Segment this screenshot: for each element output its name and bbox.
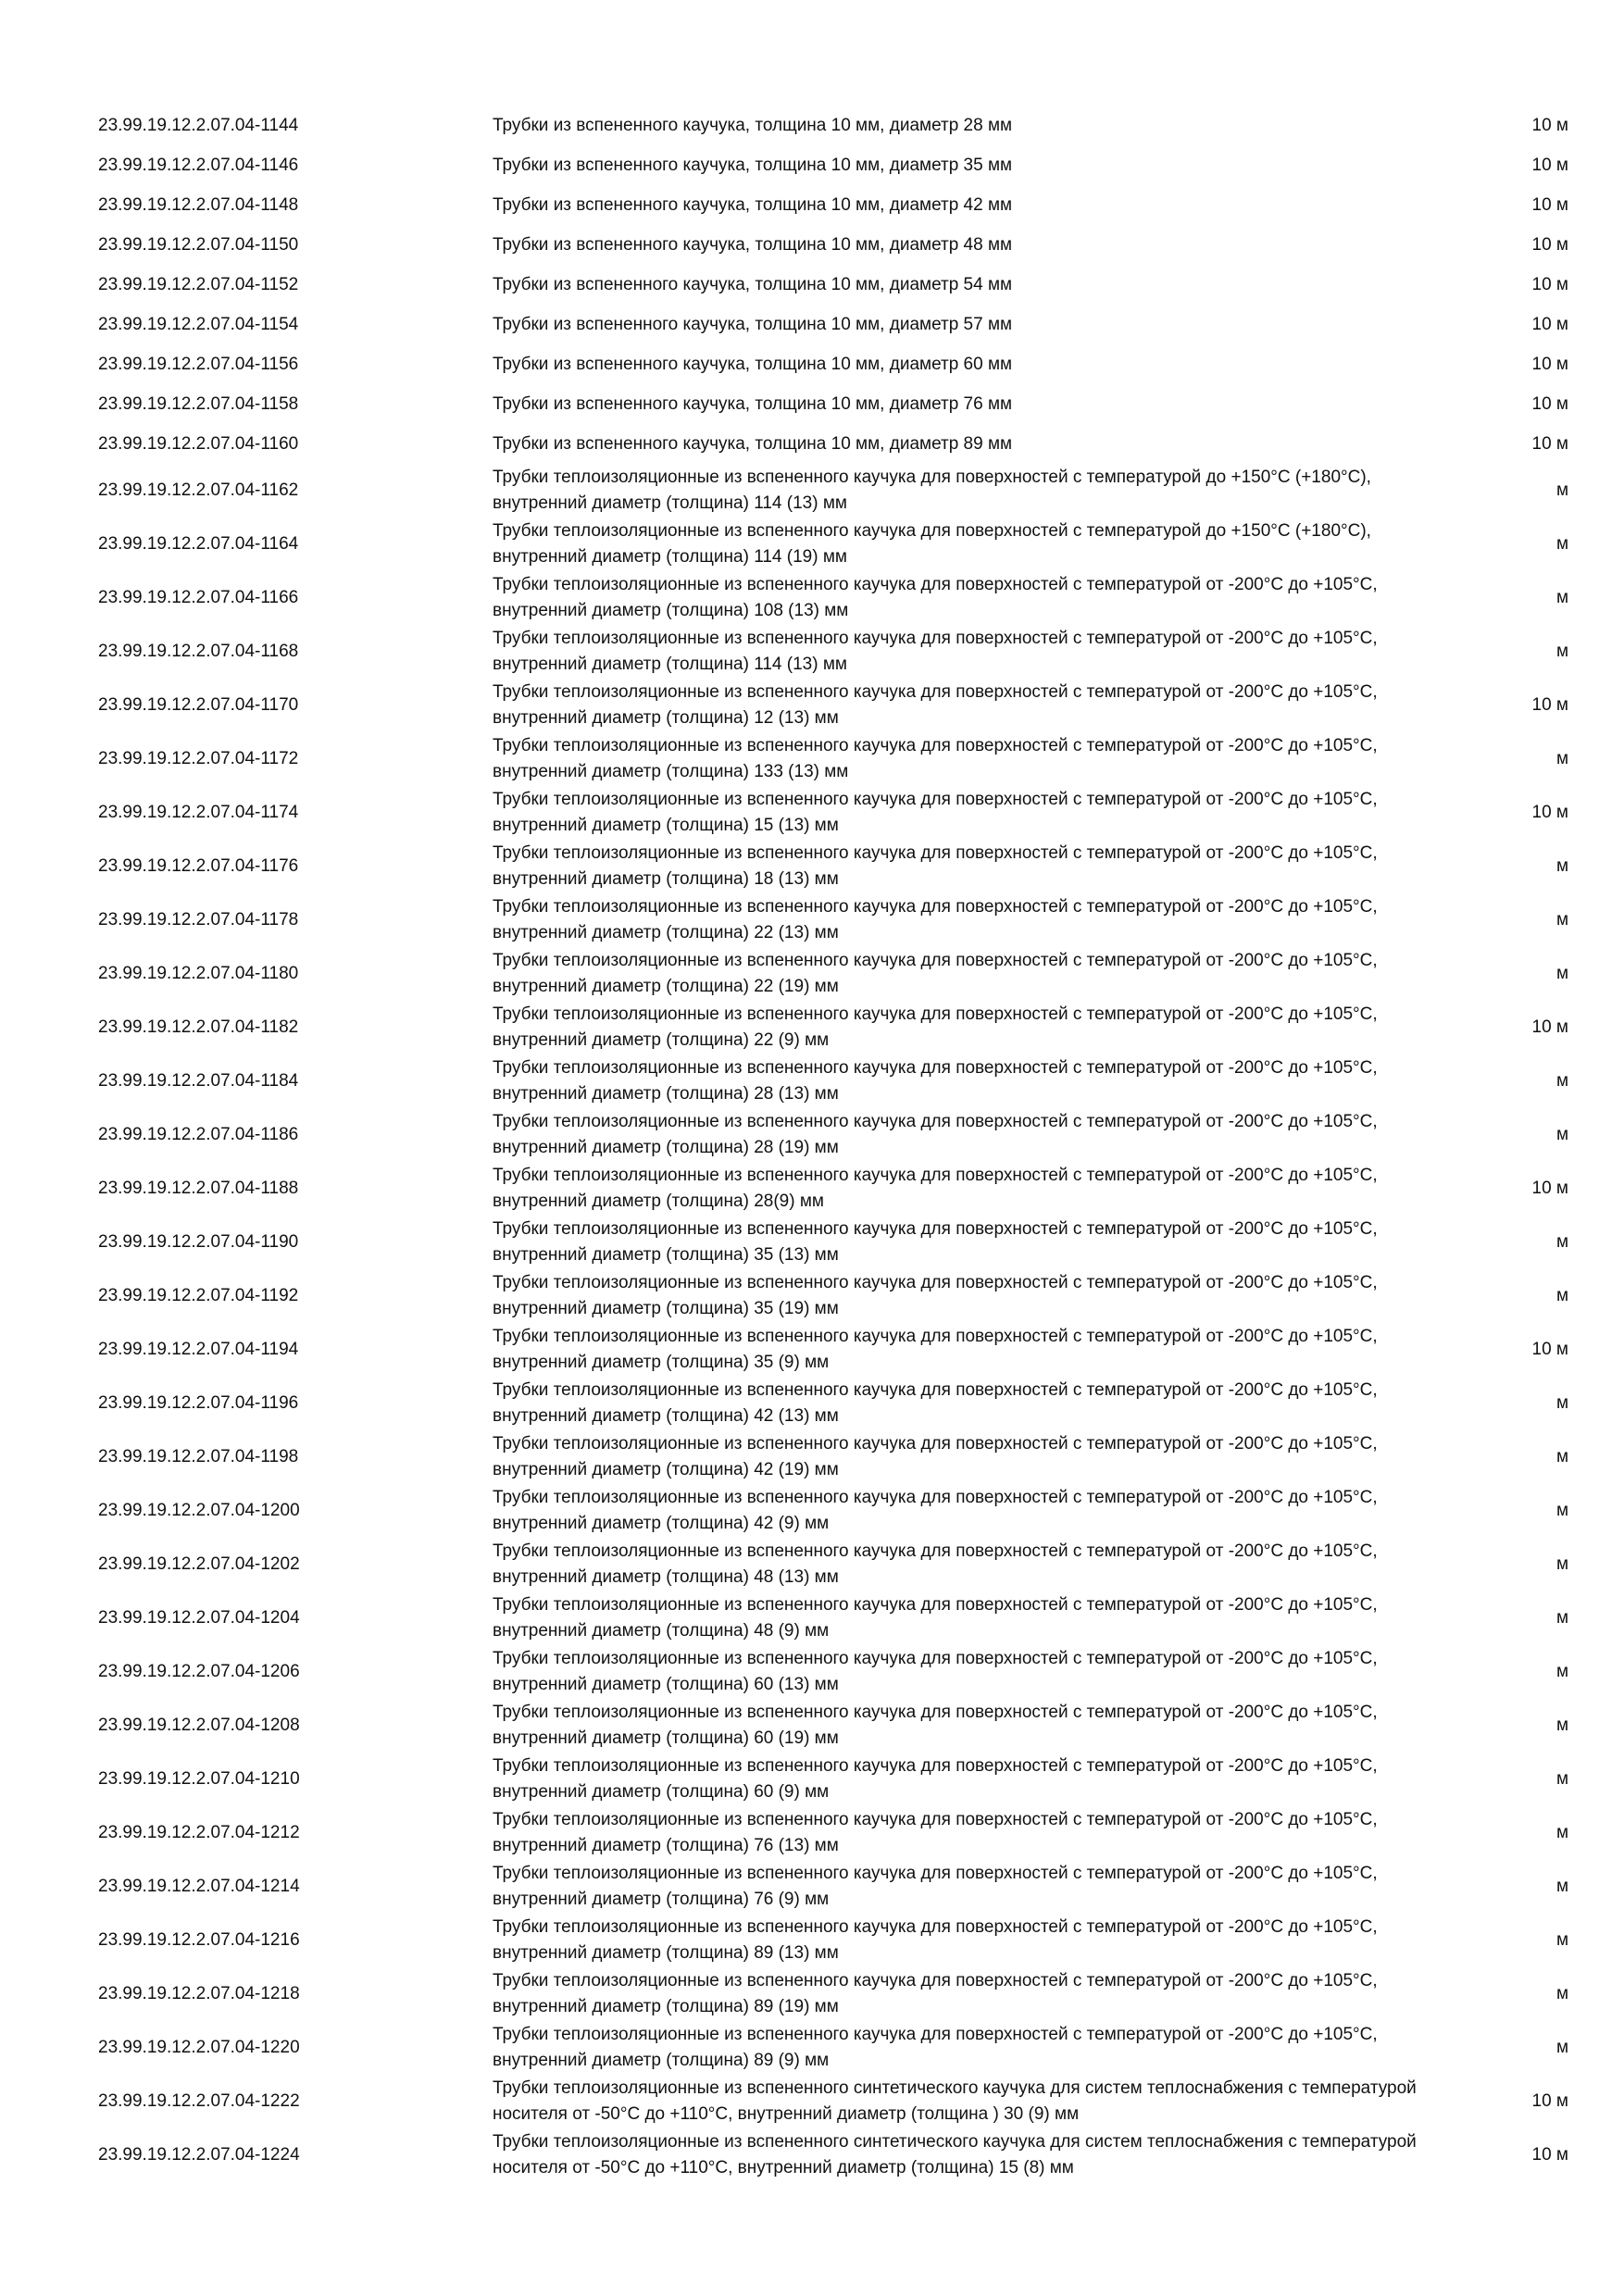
item-description-text: Трубки теплоизоляционные из вспененного каучука для поверхностей с температурой от -200°С до +105°С, внутренний диаметр (толщина) 60 (19) мм [493,1703,1378,1748]
item-description [493,145,1455,185]
item-code: 23.99.19.12.2.07.04-1216 [98,1930,300,1950]
item-description [493,625,1455,679]
item-unit: м [1555,1930,1568,1950]
item-code: 23.99.19.12.2.07.04-1204 [98,1608,300,1628]
item-unit: 10 м [1531,803,1568,822]
item-description-text: Трубки теплоизоляционные из вспененного каучука для поверхностей с температурой от -200°С до +105°С, внутренний диаметр (толщина) 60 (9) мм [493,1756,1378,1802]
item-description [493,1001,1455,1054]
item-description-text: Трубки из вспененного каучука, толщина 10 мм, диаметр 48 мм [493,234,1013,255]
item-code: 23.99.19.12.2.07.04-1152 [98,274,299,294]
item-description-text: Трубки теплоизоляционные из вспененного каучука для поверхностей с температурой от -200°С до +105°С, внутренний диаметр (толщина) 42 (13) мм [493,1380,1378,1426]
table-row [0,1054,1624,1108]
item-unit: м [1555,1662,1568,1681]
table-row [0,464,1624,518]
item-code: 23.99.19.12.2.07.04-1224 [98,2145,300,2165]
item-description [493,384,1455,424]
table-row [0,786,1624,840]
item-description-text: Трубки из вспененного каучука, толщина 10 мм, диаметр 76 мм [493,393,1013,414]
item-code: 23.99.19.12.2.07.04-1214 [98,1877,300,1896]
item-description [493,424,1455,464]
item-description-text: Трубки теплоизоляционные из вспененного каучука для поверхностей с температурой от -200°С до +105°С, внутренний диаметр (толщина) 89 (9) мм [493,2025,1378,2070]
item-description-text: Трубки теплоизоляционные из вспененного каучука для поверхностей с температурой от -200°С до +105°С, внутренний диаметр (толщина) 15 (13) мм [493,790,1378,835]
table-row [0,1377,1624,1430]
item-unit: 10 м [1531,155,1568,175]
item-unit: м [1555,856,1568,876]
item-unit: 10 м [1531,354,1568,374]
item-unit: 10 м [1531,2091,1568,2111]
item-code: 23.99.19.12.2.07.04-1154 [98,314,299,334]
item-description [493,1162,1455,1216]
item-description [493,2021,1455,2075]
item-unit: м [1555,1232,1568,1252]
item-description-text: Трубки теплоизоляционные из вспененного каучука для поверхностей с температурой от -200°С до +105°С, внутренний диаметр (толщина) 28 (13) мм [493,1058,1378,1104]
item-description [493,1108,1455,1162]
table-row [0,893,1624,947]
item-unit: 10 м [1531,393,1568,414]
table-row [0,840,1624,893]
item-code: 23.99.19.12.2.07.04-1170 [98,695,299,715]
item-description [493,893,1455,947]
table-row [0,947,1624,1001]
table-row [0,2128,1624,2182]
item-description-text: Трубки теплоизоляционные из вспененного каучука для поверхностей с температурой от -200°С до +105°С, внутренний диаметр (толщина) 89 (13) мм [493,1917,1378,1963]
item-code: 23.99.19.12.2.07.04-1156 [98,354,299,374]
item-code: 23.99.19.12.2.07.04-1212 [98,1823,300,1842]
item-description [493,464,1455,518]
item-code: 23.99.19.12.2.07.04-1180 [98,964,299,983]
item-description [493,571,1455,625]
item-description [493,1860,1455,1914]
item-unit: м [1555,534,1568,554]
item-description-text: Трубки теплоизоляционные из вспененного каучука для поверхностей с температурой от -200°С до +105°С, внутренний диаметр (толщина) 22 (9) мм [493,1004,1378,1050]
item-unit: м [1555,1769,1568,1789]
item-code: 23.99.19.12.2.07.04-1182 [98,1017,299,1037]
item-unit: м [1555,964,1568,983]
table-row [0,1914,1624,1967]
table-row [0,1001,1624,1054]
item-unit: м [1555,1608,1568,1628]
item-unit: м [1555,1447,1568,1466]
item-description-text: Трубки теплоизоляционные из вспененного каучука для поверхностей с температурой до +150°С (+180°С), внутренний диаметр (толщина) 114 (13) мм [493,468,1371,513]
table-row [0,424,1624,464]
item-code: 23.99.19.12.2.07.04-1218 [98,1984,300,2003]
table-row [0,1269,1624,1323]
item-description-text: Трубки теплоизоляционные из вспененного каучука для поверхностей с температурой от -200°С до +105°С, внутренний диаметр (толщина) 89 (19) мм [493,1971,1378,2016]
item-code: 23.99.19.12.2.07.04-1178 [98,910,299,930]
table-row [0,1323,1624,1377]
item-description-text: Трубки теплоизоляционные из вспененного каучука для поверхностей с температурой от -200°С до +105°С, внутренний диаметр (толщина) 76 (13) мм [493,1810,1378,1855]
item-description [493,1753,1455,1806]
item-description [493,1054,1455,1108]
table-row [0,1699,1624,1753]
table-row [0,305,1624,344]
item-description-text: Трубки теплоизоляционные из вспененного каучука для поверхностей с температурой от -200°С до +105°С, внутренний диаметр (толщина) 114 (13) мм [493,629,1378,674]
item-description-text: Трубки теплоизоляционные из вспененного синтетического каучука для систем теплоснабжения с температурой носителя от -50°С до +110°С, внутренний диаметр (толщина) 15 (8) мм [493,2132,1417,2177]
item-code: 23.99.19.12.2.07.04-1202 [98,1554,300,1574]
item-unit: м [1555,1984,1568,2003]
item-description-text: Трубки из вспененного каучука, толщина 10 мм, диаметр 54 мм [493,274,1013,294]
table-row [0,2021,1624,2075]
item-description-text: Трубки теплоизоляционные из вспененного каучука для поверхностей с температурой от -200°С до +105°С, внутренний диаметр (толщина) 12 (13) мм [493,682,1378,728]
table-row [0,732,1624,786]
table-row [0,344,1624,384]
item-unit: 10 м [1531,234,1568,255]
item-unit: м [1555,910,1568,930]
table-row [0,1538,1624,1591]
item-description-text: Трубки теплоизоляционные из вспененного каучука для поверхностей с температурой от -200°С до +105°С, внутренний диаметр (толщина) 35 (13) мм [493,1219,1378,1265]
table-row [0,1860,1624,1914]
item-code: 23.99.19.12.2.07.04-1184 [98,1071,299,1091]
item-description-text: Трубки из вспененного каучука, толщина 10 мм, диаметр 28 мм [493,115,1013,135]
item-description-text: Трубки из вспененного каучука, толщина 10 мм, диаметр 35 мм [493,155,1013,175]
item-description [493,786,1455,840]
item-unit: 10 м [1531,115,1568,135]
item-unit: м [1555,480,1568,500]
item-code: 23.99.19.12.2.07.04-1190 [98,1232,299,1252]
item-code: 23.99.19.12.2.07.04-1162 [98,480,299,500]
item-description-text: Трубки теплоизоляционные из вспененного синтетического каучука для систем теплоснабжения с температурой носителя от -50°С до +110°С, внутренний диаметр (толщина ) 30 (9) мм [493,2078,1417,2124]
table-row [0,1753,1624,1806]
item-code: 23.99.19.12.2.07.04-1166 [98,588,299,607]
item-description-text: Трубки теплоизоляционные из вспененного каучука для поверхностей с температурой от -200°С до +105°С, внутренний диаметр (толщина) 28 (19) мм [493,1112,1378,1157]
table-row [0,518,1624,571]
item-description-text: Трубки теплоизоляционные из вспененного каучука для поверхностей с температурой от -200°С до +105°С, внутренний диаметр (толщина) 42 (9) мм [493,1488,1378,1533]
table-row [0,625,1624,679]
item-code: 23.99.19.12.2.07.04-1172 [98,749,299,768]
item-code: 23.99.19.12.2.07.04-1160 [98,433,299,454]
table-row [0,1430,1624,1484]
item-unit: м [1555,1286,1568,1305]
item-description [493,1914,1455,1967]
item-description [493,679,1455,732]
item-unit: м [1555,1071,1568,1091]
item-unit: м [1555,1716,1568,1735]
item-description-text: Трубки из вспененного каучука, толщина 10 мм, диаметр 57 мм [493,314,1013,334]
item-code: 23.99.19.12.2.07.04-1168 [98,642,299,661]
item-unit: м [1555,588,1568,607]
item-description [493,1806,1455,1860]
item-description-text: Трубки теплоизоляционные из вспененного каучука для поверхностей с температурой от -200°С до +105°С, внутренний диаметр (толщина) 28(9) мм [493,1166,1378,1211]
item-description [493,1699,1455,1753]
item-unit: 10 м [1531,2145,1568,2165]
item-description-text: Трубки из вспененного каучука, толщина 10 мм, диаметр 60 мм [493,354,1013,374]
item-code: 23.99.19.12.2.07.04-1198 [98,1447,299,1466]
item-description [493,1645,1455,1699]
item-unit: м [1555,642,1568,661]
item-description-text: Трубки теплоизоляционные из вспененного каучука для поверхностей с температурой от -200°С до +105°С, внутренний диаметр (толщина) 76 (9) мм [493,1864,1378,1909]
item-code: 23.99.19.12.2.07.04-1208 [98,1716,300,1735]
item-description-text: Трубки теплоизоляционные из вспененного каучука для поверхностей с температурой от -200°С до +105°С, внутренний диаметр (толщина) 35 (19) мм [493,1273,1378,1318]
item-code: 23.99.19.12.2.07.04-1206 [98,1662,300,1681]
table-row [0,1591,1624,1645]
item-code: 23.99.19.12.2.07.04-1196 [98,1393,299,1413]
item-code: 23.99.19.12.2.07.04-1144 [98,115,299,135]
item-unit: 10 м [1531,314,1568,334]
item-unit: м [1555,1877,1568,1896]
table-row [0,185,1624,225]
item-unit: 10 м [1531,274,1568,294]
item-unit: 10 м [1531,1340,1568,1359]
item-description-text: Трубки теплоизоляционные из вспененного каучука для поверхностей с температурой от -200°С до +105°С, внутренний диаметр (толщина) 48 (13) мм [493,1541,1378,1587]
item-description-text: Трубки теплоизоляционные из вспененного каучука для поверхностей с температурой от -200°С до +105°С, внутренний диаметр (толщина) 60 (13) мм [493,1649,1378,1694]
item-description-text: Трубки теплоизоляционные из вспененного каучука для поверхностей с температурой от -200°С до +105°С, внутренний диаметр (толщина) 22 (19) мм [493,951,1378,996]
item-description-text: Трубки теплоизоляционные из вспененного каучука для поверхностей с температурой от -200°С до +105°С, внутренний диаметр (толщина) 18 (13) мм [493,843,1378,889]
item-code: 23.99.19.12.2.07.04-1186 [98,1125,299,1144]
table-row [0,679,1624,732]
item-code: 23.99.19.12.2.07.04-1210 [98,1769,300,1789]
item-description [493,106,1455,145]
item-description-text: Трубки из вспененного каучука, толщина 10 мм, диаметр 42 мм [493,194,1013,215]
item-code: 23.99.19.12.2.07.04-1200 [98,1501,300,1520]
item-description [493,265,1455,305]
item-code: 23.99.19.12.2.07.04-1194 [98,1340,299,1359]
item-description-text: Трубки теплоизоляционные из вспененного каучука для поверхностей с температурой от -200°С до +105°С, внутренний диаметр (толщина) 42 (19) мм [493,1434,1378,1479]
item-description [493,1967,1455,2021]
item-unit: м [1555,2038,1568,2057]
item-code: 23.99.19.12.2.07.04-1146 [98,155,299,175]
table-row [0,225,1624,265]
item-description-text: Трубки из вспененного каучука, толщина 10 мм, диаметр 89 мм [493,433,1013,454]
item-description [493,840,1455,893]
table-row [0,145,1624,185]
item-description [493,344,1455,384]
item-description-text: Трубки теплоизоляционные из вспененного каучука для поверхностей с температурой от -200°С до +105°С, внутренний диаметр (толщина) 22 (13) мм [493,897,1378,942]
item-description [493,1377,1455,1430]
item-description-text: Трубки теплоизоляционные из вспененного каучука для поверхностей с температурой от -200°С до +105°С, внутренний диаметр (толщина) 133 (13) мм [493,736,1378,781]
item-unit: м [1555,1554,1568,1574]
item-description [493,185,1455,225]
table-row [0,1645,1624,1699]
item-description-text: Трубки теплоизоляционные из вспененного каучука для поверхностей с температурой от -200°С до +105°С, внутренний диаметр (толщина) 48 (9) мм [493,1595,1378,1641]
item-description [493,305,1455,344]
table-row [0,1162,1624,1216]
material-list [0,106,1624,2182]
item-code: 23.99.19.12.2.07.04-1220 [98,2038,300,2057]
item-unit: м [1555,1393,1568,1413]
table-row [0,1484,1624,1538]
table-row [0,571,1624,625]
item-unit: м [1555,1501,1568,1520]
item-description [493,1591,1455,1645]
item-code: 23.99.19.12.2.07.04-1176 [98,856,299,876]
item-unit: м [1555,749,1568,768]
table-row [0,106,1624,145]
item-description [493,732,1455,786]
table-row [0,265,1624,305]
item-code: 23.99.19.12.2.07.04-1164 [98,534,299,554]
table-row [0,1967,1624,2021]
item-description [493,1323,1455,1377]
item-unit: м [1555,1125,1568,1144]
item-description [493,1216,1455,1269]
table-row [0,1216,1624,1269]
item-code: 23.99.19.12.2.07.04-1188 [98,1179,299,1198]
item-description-text: Трубки теплоизоляционные из вспененного каучука для поверхностей с температурой от -200°С до +105°С, внутренний диаметр (толщина) 108 (13) мм [493,575,1378,620]
item-description [493,2128,1455,2182]
item-unit: 10 м [1531,1179,1568,1198]
item-description [493,947,1455,1001]
item-description [493,2075,1455,2128]
item-code: 23.99.19.12.2.07.04-1150 [98,234,299,255]
item-unit: 10 м [1531,1017,1568,1037]
item-description [493,1538,1455,1591]
table-row [0,384,1624,424]
item-code: 23.99.19.12.2.07.04-1222 [98,2091,300,2111]
item-unit: м [1555,1823,1568,1842]
item-code: 23.99.19.12.2.07.04-1148 [98,194,299,215]
item-description [493,225,1455,265]
item-unit: 10 м [1531,695,1568,715]
item-description [493,1269,1455,1323]
item-code: 23.99.19.12.2.07.04-1192 [98,1286,299,1305]
item-description [493,1430,1455,1484]
item-description [493,1484,1455,1538]
item-code: 23.99.19.12.2.07.04-1174 [98,803,299,822]
item-unit: 10 м [1531,433,1568,454]
table-row [0,2075,1624,2128]
item-description-text: Трубки теплоизоляционные из вспененного каучука для поверхностей с температурой от -200°С до +105°С, внутренний диаметр (толщина) 35 (9) мм [493,1327,1378,1372]
item-unit: 10 м [1531,194,1568,215]
table-row [0,1806,1624,1860]
item-description [493,518,1455,571]
item-description-text: Трубки теплоизоляционные из вспененного каучука для поверхностей с температурой до +150°С (+180°С), внутренний диаметр (толщина) 114 (19) мм [493,521,1371,567]
item-code: 23.99.19.12.2.07.04-1158 [98,393,299,414]
table-row [0,1108,1624,1162]
